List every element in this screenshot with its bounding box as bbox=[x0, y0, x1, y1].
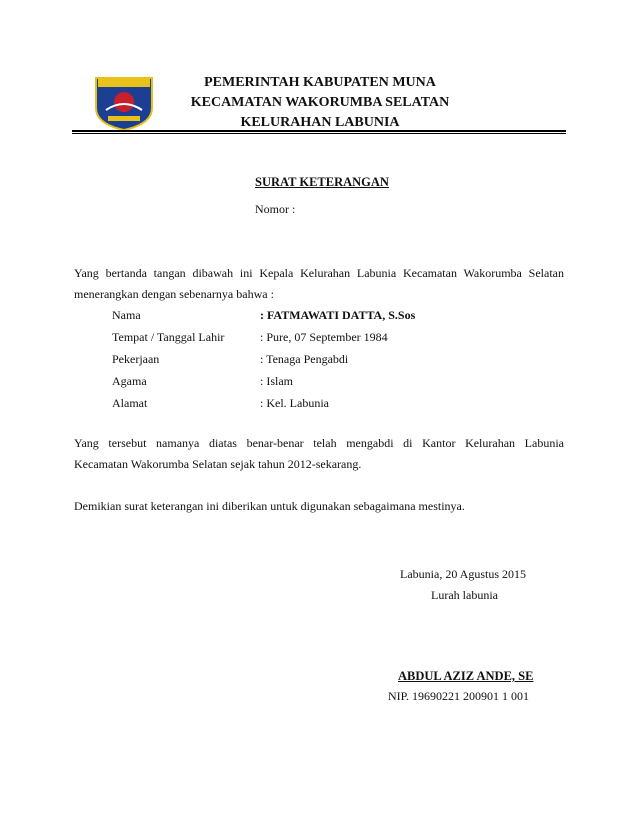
field-value-agama: : Islam bbox=[260, 374, 293, 388]
letterhead-rule-thin bbox=[72, 133, 566, 134]
letterhead-line-1: PEMERINTAH KABUPATEN MUNA bbox=[204, 75, 436, 90]
letter-number: Nomor : bbox=[255, 202, 296, 216]
intro-line-1: Yang bertanda tangan dibawah ini Kepala Kelurahan Labunia Kecamatan Wakorumba Selatan bbox=[74, 266, 564, 280]
signatory-name: ABDUL AZIZ ANDE, SE bbox=[398, 669, 534, 683]
letterhead-line-3: KELURAHAN LABUNIA bbox=[240, 115, 400, 130]
field-label-agama: Agama bbox=[112, 374, 147, 388]
closing-paragraph: Demikian surat keterangan ini diberikan untuk digunakan sebagaimana mestinya. bbox=[74, 499, 465, 513]
body-line-2: Kecamatan Wakorumba Selatan sejak tahun 2012-sekarang. bbox=[74, 457, 362, 471]
place-date: Labunia, 20 Agustus 2015 bbox=[400, 567, 526, 581]
field-label-nama: Nama bbox=[112, 308, 141, 322]
signatory-position: Lurah labunia bbox=[431, 588, 498, 602]
regency-logo bbox=[92, 72, 156, 132]
letter-title: SURAT KETERANGAN bbox=[255, 175, 389, 189]
body-paragraph bbox=[74, 433, 564, 475]
field-label-pekerjaan: Pekerjaan bbox=[112, 352, 160, 366]
field-value-ttl: : Pure, 07 September 1984 bbox=[260, 330, 388, 344]
field-value-alamat: : Kel. Labunia bbox=[260, 396, 329, 410]
field-label-ttl: Tempat / Tanggal Lahir bbox=[112, 330, 225, 344]
intro-paragraph bbox=[74, 263, 564, 305]
intro-line-2: menerangkan dengan sebenarnya bahwa : bbox=[74, 287, 274, 301]
body-line-1: Yang tersebut namanya diatas benar-benar telah mengabdi di Kantor Kelurahan Labunia bbox=[74, 436, 564, 450]
field-label-alamat: Alamat bbox=[112, 396, 148, 410]
field-value-pekerjaan: : Tenaga Pengabdi bbox=[260, 352, 349, 366]
letterhead-line-2: KECAMATAN WAKORUMBA SELATAN bbox=[190, 95, 450, 110]
field-value-nama: : FATMAWATI DATTA, S.Sos bbox=[260, 308, 416, 322]
letterhead-rule-thick bbox=[72, 130, 566, 132]
signatory-nip: NIP. 19690221 200901 1 001 bbox=[388, 689, 530, 703]
